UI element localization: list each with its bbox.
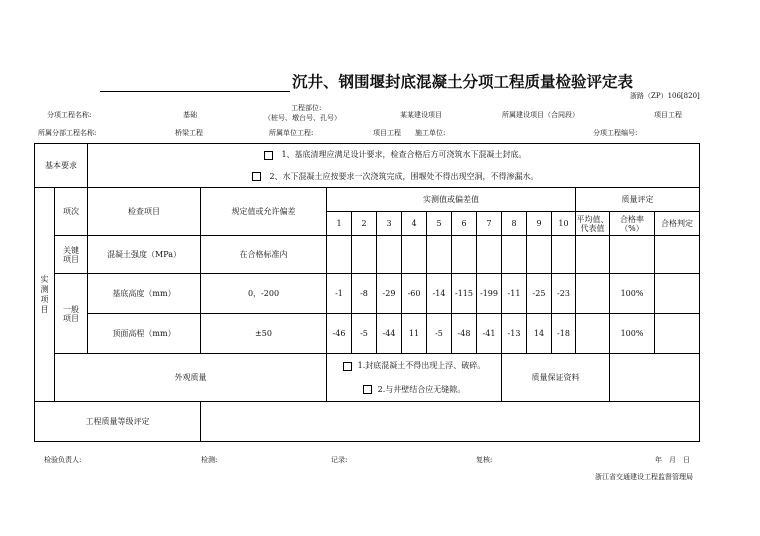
row-value: -5 [427,314,452,354]
contract-value: 项目工程 [654,111,682,119]
basic-req-label: 基本要求 [35,144,88,188]
row-value: 11 [402,314,427,354]
inspector-label: 检验负责人: [44,456,82,464]
row-value [402,236,427,274]
row-value [552,236,576,274]
recorder-label: 记录: [331,456,348,464]
col-header-pass-rate: 合格率 （%） [610,212,655,236]
row-pass-rate: 100% [610,314,655,354]
measure-col-header: 8 [502,212,527,236]
row-value: -13 [502,314,527,354]
measure-col-header: 4 [402,212,427,236]
checkbox[interactable] [363,385,372,394]
row-value: -29 [377,274,402,314]
row-value: -8 [352,274,377,314]
row-item-name: 顶面高程（mm） [88,314,201,354]
parent-project-label: 所属分部工程名称: [38,129,97,137]
quality-docs-label: 质量保证资料 [502,354,610,402]
row-average [576,236,610,274]
form-code: 浙路（ZP）106[820] [630,92,700,100]
row-item-name: 基底高度（mm） [88,274,201,314]
row-value [477,236,502,274]
row-judgement [655,314,700,354]
col-header-no: 项次 [55,188,88,236]
grade-value [201,402,700,442]
row-average [576,274,610,314]
quality-docs-value [610,354,700,402]
row-value: -23 [552,274,576,314]
row-value [427,236,452,274]
row-value: -41 [477,314,502,354]
unit-project-label: 所属单位工程: [269,129,314,137]
checkbox[interactable] [264,151,273,160]
location-value: 某某建设项目 [400,111,442,119]
row-spec: 在合格标准内 [201,236,327,274]
measure-col-header: 6 [452,212,477,236]
row-value [377,236,402,274]
contract-label: 所属建设项目（合同段） [502,111,579,119]
row-value: -5 [352,314,377,354]
appearance-item-2: 2.与井壁结合应无缝隙。 [327,378,502,402]
inspection-table [34,143,700,442]
row-value [527,236,552,274]
form-title: 沉井、钢围堰封底混凝土分项工程质量检验评定表 [100,70,633,92]
row-value: -14 [427,274,452,314]
row-value: -44 [377,314,402,354]
row-judgement [655,236,700,274]
sub-project-value: 基础 [183,111,197,119]
measure-col-header: 1 [327,212,352,236]
row-spec: 0，-200 [201,274,327,314]
row-value: -11 [502,274,527,314]
col-header-spec: 规定值或允许偏差 [201,188,327,236]
col-header-average: 平均值、 代表值 [576,212,610,236]
col-header-item: 检查项目 [88,188,201,236]
row-value: -25 [527,274,552,314]
construction-unit-label: 施工单位: [415,129,446,137]
measure-col-header: 9 [527,212,552,236]
measure-col-header: 5 [427,212,452,236]
row-average [576,314,610,354]
row-value: -199 [477,274,502,314]
row-pass-rate: 100% [610,274,655,314]
general-item-group: 一般项目 [55,274,88,354]
col-header-measured: 实测值或偏差值 [327,188,576,212]
key-item-group: 关键项目 [55,236,88,274]
grade-label: 工程质量等级评定 [35,402,201,442]
checker-label: 检测: [201,456,218,464]
row-value [327,236,352,274]
sub-project-label: 分项工程名称: [47,111,92,119]
row-item-name: 混凝土强度（MPa） [88,236,201,274]
measured-section-label: 实测项目 [35,188,55,402]
row-value: 14 [527,314,552,354]
row-value [352,236,377,274]
measure-col-header: 3 [377,212,402,236]
row-value [502,236,527,274]
issuer-label: 浙江省交通建设工程监督管理局 [595,473,693,481]
row-value: -60 [402,274,427,314]
row-value [452,236,477,274]
row-value: -1 [327,274,352,314]
row-spec: ±50 [201,314,327,354]
title-blank-line [100,77,290,92]
row-pass-rate [610,236,655,274]
measure-col-header: 10 [552,212,576,236]
parent-project-value: 桥梁工程 [175,129,203,137]
row-value: -48 [452,314,477,354]
date-label: 年 月 日 [655,456,690,464]
checkbox[interactable] [252,172,261,181]
col-header-judgement: 合格判定 [655,212,700,236]
basic-req-item-1: 1、基底清理应满足设计要求，检查合格后方可浇筑水下混凝土封底。 [88,144,700,166]
unit-project-value: 项目工程 [373,129,401,137]
col-header-quality: 质量评定 [576,188,700,212]
row-value: -115 [452,274,477,314]
basic-req-item-2: 2、水下混凝土应按要求一次浇筑完成，围堰处不得出现空洞，不得渗漏水。 [88,166,700,188]
checkbox[interactable] [343,362,352,371]
measure-col-header: 7 [477,212,502,236]
measure-col-header: 2 [352,212,377,236]
location-sublabel: （桩号、墩台号、孔号） [264,114,341,122]
row-value: -18 [552,314,576,354]
reviewer-label: 复核: [476,456,493,464]
appearance-label: 外观质量 [55,354,327,402]
row-judgement [655,274,700,314]
appearance-item-1: 1.封底混凝土不得出现上浮、破碎。 [327,354,502,378]
location-label: 工程部位: [291,104,322,112]
project-code-label: 分项工程编号: [593,129,638,137]
row-value: -46 [327,314,352,354]
